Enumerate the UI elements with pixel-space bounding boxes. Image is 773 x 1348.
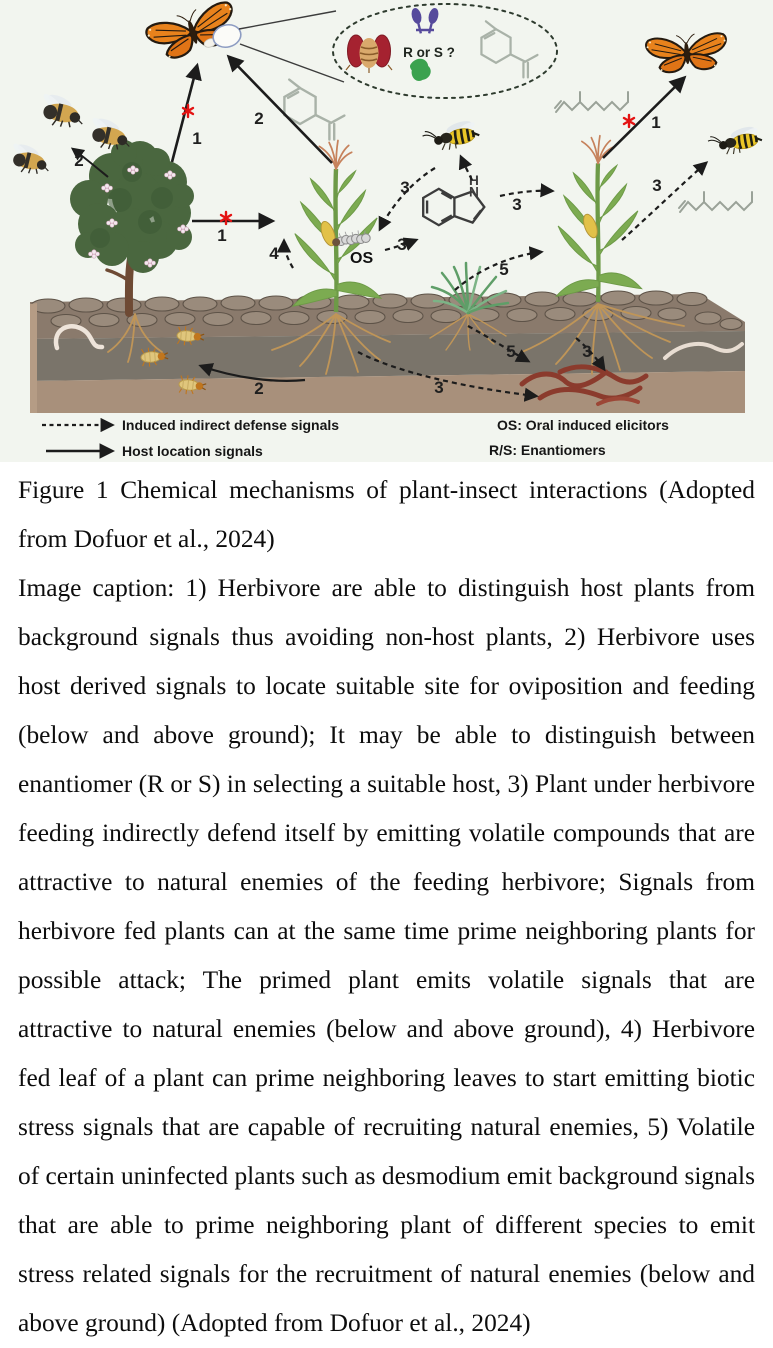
label-3-indole-corn2: 3 bbox=[512, 195, 522, 214]
figure-illustration bbox=[0, 0, 773, 462]
label-1-tree-corn: 1 bbox=[217, 226, 227, 245]
soil-left-edge bbox=[30, 303, 37, 413]
r-or-s-label: R or S ? bbox=[403, 45, 455, 60]
soil-cross-section bbox=[30, 291, 745, 413]
label-3-soil-left: 3 bbox=[434, 378, 444, 397]
label-3-corn1-wasp: 3 bbox=[400, 178, 410, 197]
legend-dashed-label: Induced indirect defense signals bbox=[122, 417, 340, 433]
figure-description: Image caption: 1) Herbivore are able to distinguish host plants from background signals thus avoiding non-host plants, 2) Herbivore uses host derived signals to locate suitable site for oviposition and feeding (below and above ground); It may be able to distinguish between enantiomer (R or S) in selecting a suitable host, 3) Plant under herbivore feeding indirectly defend itself by emitting volatile compounds that are attractive to natural enemies of the feeding herbivore; Signals from herbivore fed plants can at the same time prime neighboring plants for possible attack; The primed plant emits volatile signals that are attractive to natural enemies (below and above ground), 4) Herbivore fed leaf of a plant can prime neighboring leaves to start emitting biotic stress signals that are capable of recruiting natural enemies, 5) Volatile of certain uninfected plants such as desmodium emit background signals that are able to prime neighboring plant of different species to emit stress related signals for the recruitment of natural enemies (below and above ground) (Adopted from Dofuor et al., 2024) bbox=[18, 574, 755, 1337]
label-3-soil-right: 3 bbox=[582, 342, 592, 361]
indole-h-label: H bbox=[468, 172, 479, 188]
label-3-corn2-wasp2: 3 bbox=[652, 176, 662, 195]
label-2-corn-egg: 2 bbox=[254, 109, 264, 128]
label-2-tree-bees: 2 bbox=[74, 151, 84, 170]
label-5-grass-corn2: 5 bbox=[499, 260, 509, 279]
legend-os-label: OS: Oral induced elicitors bbox=[497, 417, 669, 433]
label-3-os-indole: 3 bbox=[397, 235, 407, 254]
legend-solid-label: Host location signals bbox=[122, 443, 263, 459]
figure-title: Figure 1 Chemical mechanisms of plant-insect interactions (Adopted from Dofuor et al., 2024) bbox=[18, 476, 755, 553]
os-tag: OS bbox=[350, 250, 374, 267]
figure-caption bbox=[0, 462, 773, 1348]
label-1-tree-butterfly: 1 bbox=[192, 129, 202, 148]
label-5-soil: 5 bbox=[506, 342, 516, 361]
label-2-soil-larvae: 2 bbox=[254, 379, 264, 398]
label-4-leaf-priming: 4 bbox=[269, 244, 279, 263]
legend-rs-label: R/S: Enantiomers bbox=[489, 442, 606, 458]
indole-n-label: N bbox=[468, 184, 479, 200]
label-1-corn2-butterfly: 1 bbox=[651, 113, 661, 132]
